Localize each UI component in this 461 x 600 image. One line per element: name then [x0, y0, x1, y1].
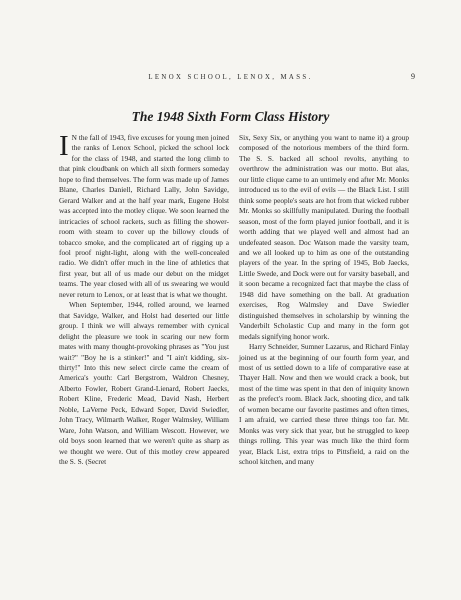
- drop-cap: I: [59, 130, 69, 162]
- page-number: 9: [411, 72, 415, 81]
- paragraph-3: Six, Sexy Six, or anything you want to name it) a group composed of the notorious members of the third form. The S. S. backed all school revolts, anything to overthrow the administration was our motto. But alas, our little clique came to an untimely end after Mr. Monks introduced us to the evil of evils — the Black List. I still think some people's seats are hot from that wicked rubber Mr. Monks so skillfully manipulated. During the football season, most of the form played junior football, and it is worth adding that we played well and almost had an undefeated season. Doc Watson made the varsity team, and we all looked up to him as one of the outstanding players of the year. In the spring of 1945, Bob Jaecks, Little Swede, and Dock were out for varsity baseball, and it soon became a recognized fact that maybe the class of 1948 did have something on the ball. At graduation exercises, Rog Walmsley and Dave Swiedler distinguished themselves in scholarship by winning the Vanderbilt Scholastic Cup and many in the form got medals signifying honor work.: [239, 133, 409, 341]
- right-column: [239, 133, 409, 468]
- paragraph-4: Harry Schneider, Sumner Lazarus, and Richard Finlay joined us at the beginning of our fourth form year, and most of us settled down to a life of comparative ease at Thayer Hall. Now and then we would crack a book, but most of the time was spent in that den of iniquity known as the prefect's room. Black Jack, shooting dice, and talk of women became our favorite pastimes and often times, I am afraid, we carried these three things too far. Mr. Monks was very sick that year, but he struggled to keep things rolling. This year was much like the third form year, Black List, extra trips to Pittsfield, a raid on the school kitchen, and many: [239, 342, 409, 467]
- article-title: The 1948 Sixth Form Class History: [131, 109, 330, 124]
- paragraph-1: [59, 130, 229, 300]
- running-head-text: LENOX SCHOOL, LENOX, MASS.: [148, 74, 313, 81]
- paragraph-2: When September, 1944, rolled around, we learned that Savidge, Walker, and Holst had deserted our little group. I think we will always remember with cynical delight the pleasure we took in scaring our new form mates with many thought-provoking phrases as "You just wait?" "Boy he is a stinker!" and "I ain't kidding, six-thirty!" Into this new select circle came the cream of America's youth: Carl Bergstrom, Waldron Chesney, Alberto Fowler, Robert Grand-Lienard, Robert Jaecks, Robert Kline, Frederic Mead, David Nash, Herbert Noble, LaVerne Peck, Edward Soper, David Swiedler, John Tracy, Wilmarth Walker, Roger Walmsley, William Ware, John Watson, and William Wescott. However, we old boys soon learned that we weren't quite as sharp as we thought we were. Out of this motley crew appeared the S. S. (Secret: [59, 300, 229, 467]
- left-column: [59, 130, 229, 468]
- paragraph-1-text: N the fall of 1943, five excuses for young men joined the ranks of Lenox School, picked the school lock for the class of 1948, and started the long climb to that pink cloudbank on which all sixth formers someday hope to find themselves. The form was made up of James Blane, Charles Daniell, Richard Lally, John Savidge, Gerard Walker and at the half year mark, Eugene Holst was accepted into the motley clique. We soon learned the intricacies of school rackets, such as filling the shower-room with steam to cover up the billowy clouds of tobacco smoke, and the complicated art of rigging up a fool proof night-light, along with the well-concealed radio. We didn't offer much in the line of athletics that first year, but all of us made our debut on the midget teams. The year closed with all of us swearing we would never return to Lenox, or at least that is what we thought.: [59, 133, 229, 299]
- running-head: [0, 74, 461, 88]
